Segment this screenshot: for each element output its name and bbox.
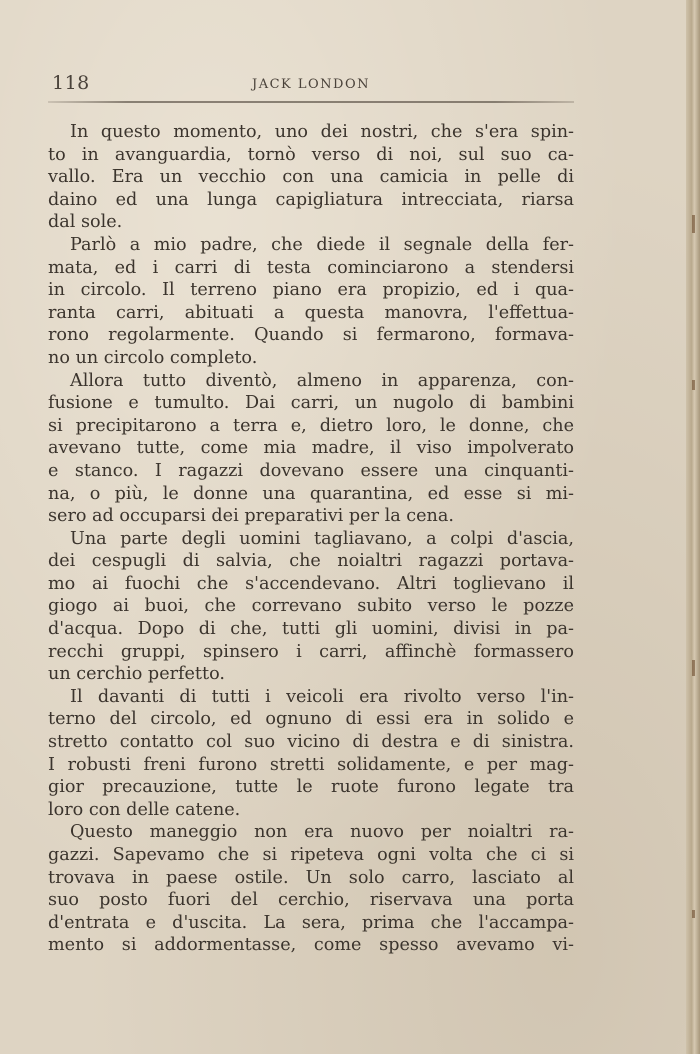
text-line: Una parte degli uomini tagliavano, a colpi d'ascia, xyxy=(70,528,574,549)
paragraph xyxy=(48,121,574,234)
text-line: Parlò a mio padre, che diede il segnale della fer- xyxy=(70,234,574,255)
text-line: na, o più, le donne una quarantina, ed esse si mi- xyxy=(48,483,574,504)
text-line: gior precauzione, tutte le ruote furono legate tra xyxy=(48,777,574,798)
binding-mark xyxy=(692,660,695,676)
text-line: dei cespugli di salvia, che noialtri ragazzi portava- xyxy=(48,551,574,572)
body-text xyxy=(48,121,574,957)
paragraph xyxy=(48,234,574,370)
text-line: mo ai fuochi che s'accendevano. Altri toglievano il xyxy=(48,573,574,594)
text-line: Il davanti di tutti i veicoli era rivolto verso l'in- xyxy=(70,686,574,707)
text-line: daino ed una lunga capigliatura intrecciata, riarsa xyxy=(48,189,574,210)
text-line: loro con delle catene. xyxy=(48,799,241,820)
text-line: Allora tutto diventò, almeno in apparenza, con- xyxy=(70,370,574,391)
paragraph xyxy=(48,370,574,528)
text-line: in circolo. Il terreno piano era propizio, ed i qua- xyxy=(48,280,574,301)
text-line: d'acqua. Dopo di che, tutti gli uomini, divisi in pa- xyxy=(48,619,574,640)
text-line: rono regolarmente. Quando si fermarono, formava- xyxy=(48,325,574,346)
running-title: JACK LONDON xyxy=(251,77,370,92)
text-line: suo posto fuori del cerchio, riservava una porta xyxy=(48,890,574,911)
text-line: ranta carri, abituati a questa manovra, l'effettua- xyxy=(48,302,574,323)
text-line: Questo maneggio non era nuovo per noialtri ra- xyxy=(70,822,574,843)
text-line: mata, ed i carri di testa cominciarono a stendersi xyxy=(48,257,574,278)
paragraph xyxy=(48,528,574,686)
page-edge xyxy=(686,0,700,1054)
binding-mark xyxy=(692,380,695,390)
header-rule xyxy=(48,101,574,103)
text-line: e stanco. I ragazzi dovevano essere una cinquanti- xyxy=(48,460,574,481)
text-line: trovava in paese ostile. Un solo carro, lasciato al xyxy=(48,867,574,888)
text-line: giogo ai buoi, che correvano subito verso le pozze xyxy=(48,596,574,617)
text-line: I robusti freni furono stretti solidamente, e per mag- xyxy=(48,754,574,775)
page-number: 118 xyxy=(52,72,90,94)
text-line: d'entrata e d'uscita. La sera, prima che l'accampa- xyxy=(48,912,574,933)
page-header xyxy=(48,72,574,98)
text-line: fusione e tumulto. Dai carri, un nugolo di bambini xyxy=(48,393,574,414)
text-line: un cerchio perfetto. xyxy=(48,664,225,685)
text-line: terno del circolo, ed ognuno di essi era in solido e xyxy=(48,709,574,730)
text-line: to in avanguardia, tornò verso di noi, sul suo ca- xyxy=(48,144,574,165)
paragraph xyxy=(48,821,574,957)
text-line: no un circolo completo. xyxy=(48,347,258,368)
paragraph xyxy=(48,686,574,822)
text-line: si precipitarono a terra e, dietro loro, le donne, che xyxy=(48,415,574,436)
text-line: gazzi. Sapevamo che si ripeteva ogni volta che ci si xyxy=(48,845,574,865)
text-line: mento si addormentasse, come spesso avevamo vi- xyxy=(48,935,574,956)
text-line: dal sole. xyxy=(48,212,123,233)
text-line: vallo. Era un vecchio con una camicia in pelle di xyxy=(48,167,574,188)
text-line: recchi gruppi, spinsero i carri, affinchè formassero xyxy=(48,641,574,662)
text-line: avevano tutte, come mia madre, il viso impolverato xyxy=(48,438,574,459)
text-line: stretto contatto col suo vicino di destra e di sinistra. xyxy=(48,732,574,753)
text-line: In questo momento, uno dei nostri, che s'era spin- xyxy=(70,122,574,142)
binding-mark xyxy=(692,215,695,233)
binding-mark xyxy=(692,910,695,918)
text-line: sero ad occuparsi dei preparativi per la cena. xyxy=(48,506,454,527)
